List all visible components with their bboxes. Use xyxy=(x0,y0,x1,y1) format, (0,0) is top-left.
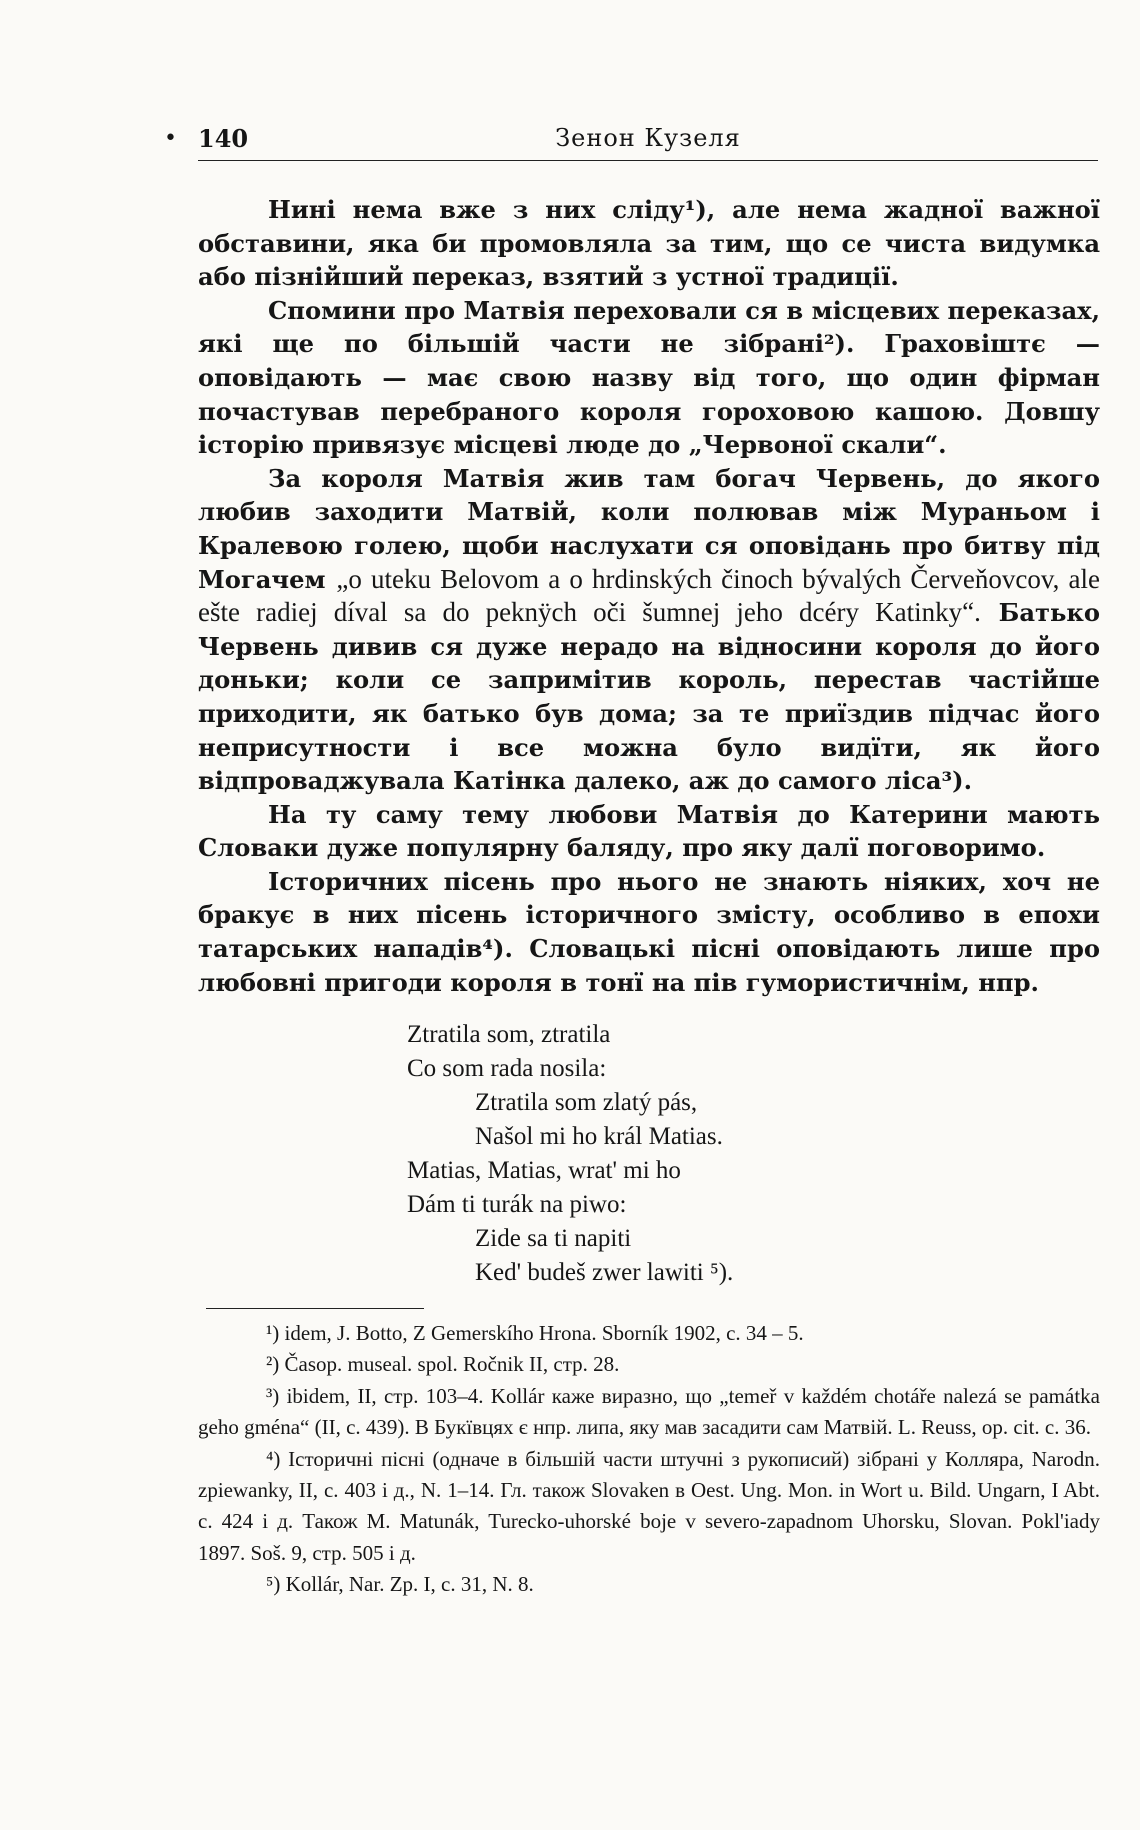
poem-line: Ked' budeš zwer lawiti ⁵). xyxy=(475,1259,734,1286)
slovak-quote: „o uteku Belovom a o hrdinských činoch bývalých Červeňovcov, ale ešte radiej díval sa do peknÿch oči šumnej jeho dcéry Katinky“. xyxy=(198,563,1100,628)
poem-line: Zide sa ti napiti xyxy=(475,1225,632,1252)
poem xyxy=(407,1018,1007,1290)
paragraph-1: Нині нема вже з них сліду¹), але нема жадної важної обставини, яка би промовляла за тим, що се чиста видумка або пізнійший переказ, взятий з устної традиції. xyxy=(198,195,1100,292)
paragraph-3 xyxy=(198,462,1100,798)
poem-line: Ztratila som zlatý pás, xyxy=(475,1089,698,1116)
footnote-1: ¹) idem, J. Botto, Z Gemerskího Hrona. Sborník 1902, c. 34 – 5. xyxy=(266,1321,804,1345)
page-number: 140 xyxy=(198,124,249,153)
poem-line: Ztratila som, ztratila xyxy=(407,1021,611,1048)
main-text xyxy=(198,193,1100,999)
paragraph-2: Спомини про Матвія переховали ся в місцевих переказах, які ще по більшій части не зібрані²). Граховіштє — оповідають — має свою назву від того, що один фірман почастував перебраного короля гороховою кашою. Довшу історію привязує місцеві люде до „Червоної скали“. xyxy=(198,295,1100,460)
footnote-5: ⁵) Kollár, Nar. Zp. I, c. 31, N. 8. xyxy=(266,1572,534,1597)
poem-line: Matias, Matias, wrat' mi ho xyxy=(407,1157,681,1184)
poem-line: Co som rada nosila: xyxy=(407,1055,607,1082)
paragraph-5: Історичних пісень про нього не знають ніяких, хоч не бракує в них пісень історичного змісту, особливо в епохи татарських нападів⁴). Словацькі пісні оповідають лише про любовні пригоди короля в тонї на пів гумористичнім, нпр. xyxy=(198,866,1100,997)
poem-line: Dám ti turák na piwo: xyxy=(407,1191,627,1218)
paragraph-3-text-b: Батько Червень дивив ся дуже нерадо на відносини короля до його доньки; коли се запримітив король, перестав частійше приходити, як батько був дома; за те приїздив підчас його неприсутности і все можна було видїти, як його відпроваджувала Катінка далеко, аж до самого ліса³). xyxy=(198,598,1101,796)
running-title: Зенон Кузеля xyxy=(555,124,741,152)
paragraph-3-text-a: За короля Матвія жив там богач Червень, до якого любив заходити Матвій, коли полював між Мураньом і Кралевою голею, щоби наслухати ся оповідань про битву під Могачем xyxy=(198,463,1100,594)
footnotes xyxy=(198,1318,1100,1601)
footnote-2: ²) Časop. museal. spol. Ročnik II, стр. 28. xyxy=(266,1352,620,1377)
footnote-divider xyxy=(206,1308,424,1309)
poem-line: Našol mi ho král Matias. xyxy=(475,1123,723,1150)
footnote-4: ⁴) Історичні пісні (одначе в більшій части штучні з рукописий) зібрані у Колляра, Narodn. zpiewanky, II, c. 403 і д., N. 1–14. Гл. також Slovaken в Oest. Ung. Mon. in Wort u. Bild. Ungarn, I Abt. c. 424 і д. Також M. Matunák, Turecko-uhorské boje v severo-zapadnom Uhorsku, Slovan. Pokl'iady 1897. Soš. 9, стр. 505 і д. xyxy=(198,1446,1100,1565)
page-header xyxy=(164,124,1098,161)
paragraph-4: На ту саму тему любови Матвія до Катерини мають Словаки дуже популярну баляду, про яку далї поговоримо. xyxy=(198,799,1100,863)
margin-dot: • xyxy=(164,126,177,151)
footnote-3: ³) ibidem, II, стр. 103–4. Kollár каже виразно, що „temeř v každém chotáře nalezá se památka geho gména“ (II, c. 439). В Букївцях є нпр. липа, яку мав засадити сам Матвій. L. Reuss, op. cit. c. 36. xyxy=(198,1383,1100,1440)
